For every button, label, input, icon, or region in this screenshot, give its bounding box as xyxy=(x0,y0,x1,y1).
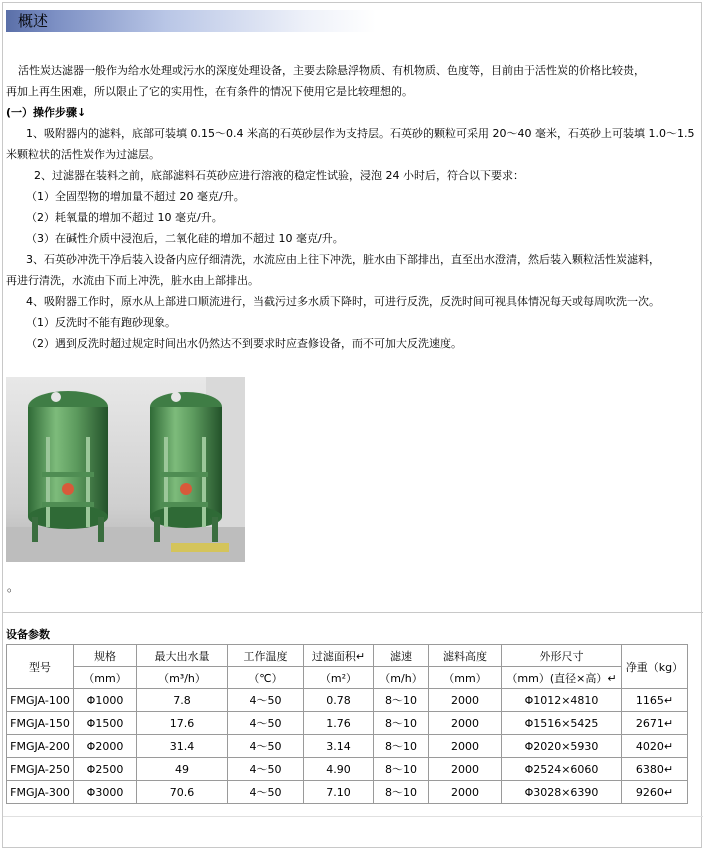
cell-speed: 8～10 xyxy=(374,689,429,712)
step-1-line-1: 1、吸附器内的滤料，底部可装填 0.15～0.4 米高的石英砂层作为支持层。石英砂的颗粒可采用 20～40 毫米，石英砂上可装填 1.0～1.5 xyxy=(26,127,695,140)
cell-area: 0.78 xyxy=(304,689,374,712)
cell-dimensions: Φ2524×6060 xyxy=(502,758,622,781)
cell-dimensions: Φ1516×5425 xyxy=(502,712,622,735)
cell-speed: 8～10 xyxy=(374,758,429,781)
cell-media-height: 2000 xyxy=(429,758,502,781)
unit-temp: （℃） xyxy=(228,667,304,689)
cell-spec: Φ2500 xyxy=(74,758,137,781)
cell-weight: 6380↵ xyxy=(622,758,688,781)
cell-media-height: 2000 xyxy=(429,689,502,712)
step-4-item-2: （2）遇到反洗时超过规定时间出水仍然达不到要求时应查修设备，而不可加大反洗速度。 xyxy=(26,337,462,350)
cell-max-flow: 7.8 xyxy=(137,689,228,712)
cell-model: FMGJA-300 xyxy=(7,781,74,804)
cell-max-flow: 17.6 xyxy=(137,712,228,735)
filter-tanks-photo xyxy=(6,377,245,562)
section-divider xyxy=(3,612,703,613)
table-row xyxy=(7,735,688,758)
step-3-line-1: 3、石英砂冲洗干净后装入设备内应仔细清洗，水流应由上往下冲洗，脏水由下部排出，直至出水澄清，然后装入颗粒活性炭滤料， xyxy=(26,253,660,266)
after-image-mark: 。 xyxy=(7,580,20,594)
step-3-line-2: 再进行清洗，水流由下而上冲洗，脏水由上部排出。 xyxy=(6,274,259,287)
cell-media-height: 2000 xyxy=(429,735,502,758)
cell-weight: 9260↵ xyxy=(622,781,688,804)
unit-speed: （m/h） xyxy=(374,667,429,689)
cell-area: 4.90 xyxy=(304,758,374,781)
table-row xyxy=(7,689,688,712)
cell-area: 3.14 xyxy=(304,735,374,758)
bottom-divider xyxy=(3,816,703,817)
cell-dimensions: Φ1012×4810 xyxy=(502,689,622,712)
header-max-flow: 最大出水量 xyxy=(137,645,228,667)
header-weight: 净重（kg） xyxy=(622,645,688,689)
step-2: 2、过滤器在装料之前，底部滤料石英砂应进行溶液的稳定性试验，浸泡 24 小时后，符合以下要求： xyxy=(34,169,524,182)
table-row xyxy=(7,758,688,781)
cell-weight: 1165↵ xyxy=(622,689,688,712)
intro-line-1: 活性炭达滤器一般作为给水处理或污水的深度处理设备，主要去除悬浮物质、有机物质、色度等，目前由于活性炭的价格比较贵， xyxy=(18,64,645,77)
intro-line-2: 再加上再生困难，所以限止了它的实用性，在有条件的情况下使用它是比较理想的。 xyxy=(6,85,413,98)
cell-weight: 2671↵ xyxy=(622,712,688,735)
table-header-row xyxy=(7,645,688,667)
spec-table xyxy=(6,644,688,804)
header-temp: 工作温度 xyxy=(228,645,304,667)
section-title: 概述 xyxy=(18,12,49,30)
cell-temp: 4～50 xyxy=(228,689,304,712)
article-body xyxy=(6,60,696,354)
cell-model: FMGJA-150 xyxy=(7,712,74,735)
cell-dimensions: Φ3028×6390 xyxy=(502,781,622,804)
cell-temp: 4～50 xyxy=(228,781,304,804)
section-header-bar xyxy=(6,10,376,32)
cell-media-height: 2000 xyxy=(429,712,502,735)
cell-temp: 4～50 xyxy=(228,735,304,758)
table-unit-row xyxy=(7,667,688,689)
cell-spec: Φ2000 xyxy=(74,735,137,758)
unit-area: （m²） xyxy=(304,667,374,689)
cell-speed: 8～10 xyxy=(374,712,429,735)
cell-model: FMGJA-100 xyxy=(7,689,74,712)
cell-weight: 4020↵ xyxy=(622,735,688,758)
cell-speed: 8～10 xyxy=(374,781,429,804)
cell-spec: Φ1500 xyxy=(74,712,137,735)
table-row xyxy=(7,712,688,735)
header-dimensions: 外形尺寸 xyxy=(502,645,622,667)
header-speed: 滤速 xyxy=(374,645,429,667)
header-media-height: 滤料高度 xyxy=(429,645,502,667)
cell-media-height: 2000 xyxy=(429,781,502,804)
steps-heading: (一）操作步骤↓ xyxy=(6,106,87,119)
cell-max-flow: 49 xyxy=(137,758,228,781)
cell-speed: 8～10 xyxy=(374,735,429,758)
table-row xyxy=(7,781,688,804)
cell-max-flow: 31.4 xyxy=(137,735,228,758)
cell-max-flow: 70.6 xyxy=(137,781,228,804)
step-2-item-1: （1）全固型物的增加量不超过 20 毫克/升。 xyxy=(26,190,245,203)
table-title: 设备参数 xyxy=(6,628,50,641)
cell-temp: 4～50 xyxy=(228,712,304,735)
cell-spec: Φ3000 xyxy=(74,781,137,804)
unit-media-height: （mm） xyxy=(429,667,502,689)
step-2-item-2: （2）耗氧量的增加不超过 10 毫克/升。 xyxy=(26,211,223,224)
unit-max-flow: （m³/h） xyxy=(137,667,228,689)
cell-model: FMGJA-250 xyxy=(7,758,74,781)
cell-dimensions: Φ2020×5930 xyxy=(502,735,622,758)
cell-spec: Φ1000 xyxy=(74,689,137,712)
header-area: 过滤面积↵ xyxy=(304,645,374,667)
header-model: 型号 xyxy=(7,645,74,689)
cell-model: FMGJA-200 xyxy=(7,735,74,758)
header-spec: 规格 xyxy=(74,645,137,667)
cell-temp: 4～50 xyxy=(228,758,304,781)
unit-dimensions: （mm）(直径×高）↵ xyxy=(502,667,622,689)
step-4-item-1: （1）反洗时不能有跑砂现象。 xyxy=(26,316,176,329)
cell-area: 7.10 xyxy=(304,781,374,804)
step-2-item-3: （3）在碱性介质中浸泡后，二氧化硅的增加不超过 10 毫克/升。 xyxy=(26,232,344,245)
step-4: 4、吸附器工作时，原水从上部进口顺流进行，当截污过多水质下降时，可进行反洗，反洗时间可视具体情况每天或每周吹洗一次。 xyxy=(26,295,660,308)
cell-area: 1.76 xyxy=(304,712,374,735)
step-1-line-2: 米颗粒状的活性炭作为过滤层。 xyxy=(6,148,160,161)
unit-spec: （mm） xyxy=(74,667,137,689)
